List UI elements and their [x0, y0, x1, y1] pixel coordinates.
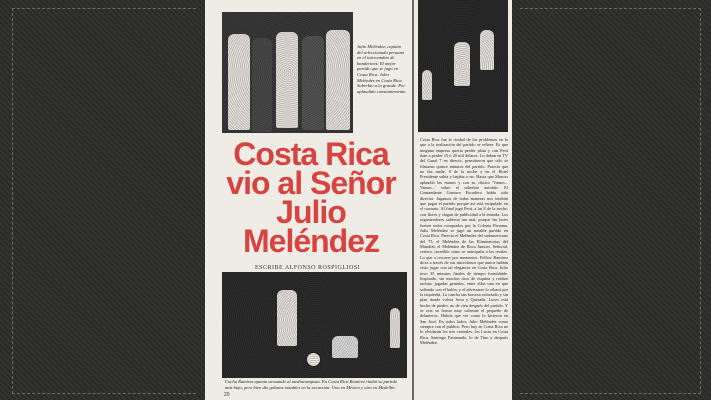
- captains-photo: [222, 12, 353, 133]
- headline-line-3: Julio: [276, 194, 346, 230]
- headline-line-2: vio al Señor: [226, 165, 396, 201]
- article-body-text: Costa Rica fue la ciudad de los problemas en lo que a la realización del partido se refiere. Es que ninguna empresa quería perder plata y con Perú iban a perder 15 ó 20 mil dólares. Lo daban en TV del Canal 7 en directo, permitieron que sólo se filmaran quince minutos del partido. Parecía que no iba nadie. 8 de la noche y en el Hotel Presidente subía y bajaba o no. Hasta que Marcos aplaudió las manos y con su clásico 'Vamos... Vamos...' sobre el soberbio autobús. El Comandante Gustavo Escudero había sido director. Jugamos de todas maneras nos tendrán que pagar el partido porque así está estipulado en el contrato. Al final jugó Perú, a las 8 de la noche, con flores y slogan de publicidad a la entrada. Los organizadores salieron tan mal, porque las luces fueron todos comprados por la Colonia Peruana. Julio Meléndez se jugó un notable partido en Costa Rica. Parecía el Meléndez del sudamericano del 75, el Meléndez de las Eliminatorias del Mundial, el Meléndez de Boca Juniors. Señorial, certero, increíble cómo se anticipaba a los rivales. Lo que a recorrer por momentos. Fellow Ramírez dicta a través de sus micrófonos que nunca habían visto jugar con tal elegancia en Costa Rica. Julio tuvo 35 minutos finales de tiempo formidable. Inspirado, sin muchos tiros de esquina y realizó incluso jugadas geniales, entre ellas una en que saliendo con el balón, y el adversario lo rebasó por la izquierda. La cancha tan borrosa esforzado y sin plan donde volvía Sosa y Quesada. Luces está hecho de piedra, no de cien después del partido. Y se reía su forma muy solemne el pequeño de delanteros. Habría que ver como lo hicieron en San José. En todos lados, Julio Meléndez como siempre con el público. Pero hoy en Costa Rica no lo olvidarán los tres centrales, los Lucas en Costa Rica, Santiago Fasanando, lo de Tino y después Meléndez.: [420, 137, 508, 346]
- article-headline: [218, 136, 404, 259]
- top-photo-caption: Julio Meléndez, capitán del seleccionado peruano en el intercambio de banderines. El mejor partido que se jugó en Costa Rica. Julio Meléndez en Costa Rica. Soberbio a lo grande. Por aplaudido constantemente.: [357, 44, 407, 94]
- author-byline: ESCRIBE ALFONSO ROSPIGLIOSI: [255, 265, 361, 271]
- match-photo-right: [418, 0, 508, 132]
- headline-line-4: Meléndez: [242, 223, 380, 259]
- stitching-left: [12, 8, 196, 394]
- bottom-photo-caption: Cucho Ramírez apunta acosando al mediocampista. En Costa Rica Ramírez rindió su partido más bajo, pero bien dio golazos notables en la excursión. Uno en México y otro en Medellín.: [225, 379, 398, 390]
- page-number: 20: [224, 392, 230, 398]
- match-action-photo: [222, 272, 407, 378]
- stitching-right: [520, 8, 701, 394]
- headline-line-1: Costa Rica: [233, 136, 389, 172]
